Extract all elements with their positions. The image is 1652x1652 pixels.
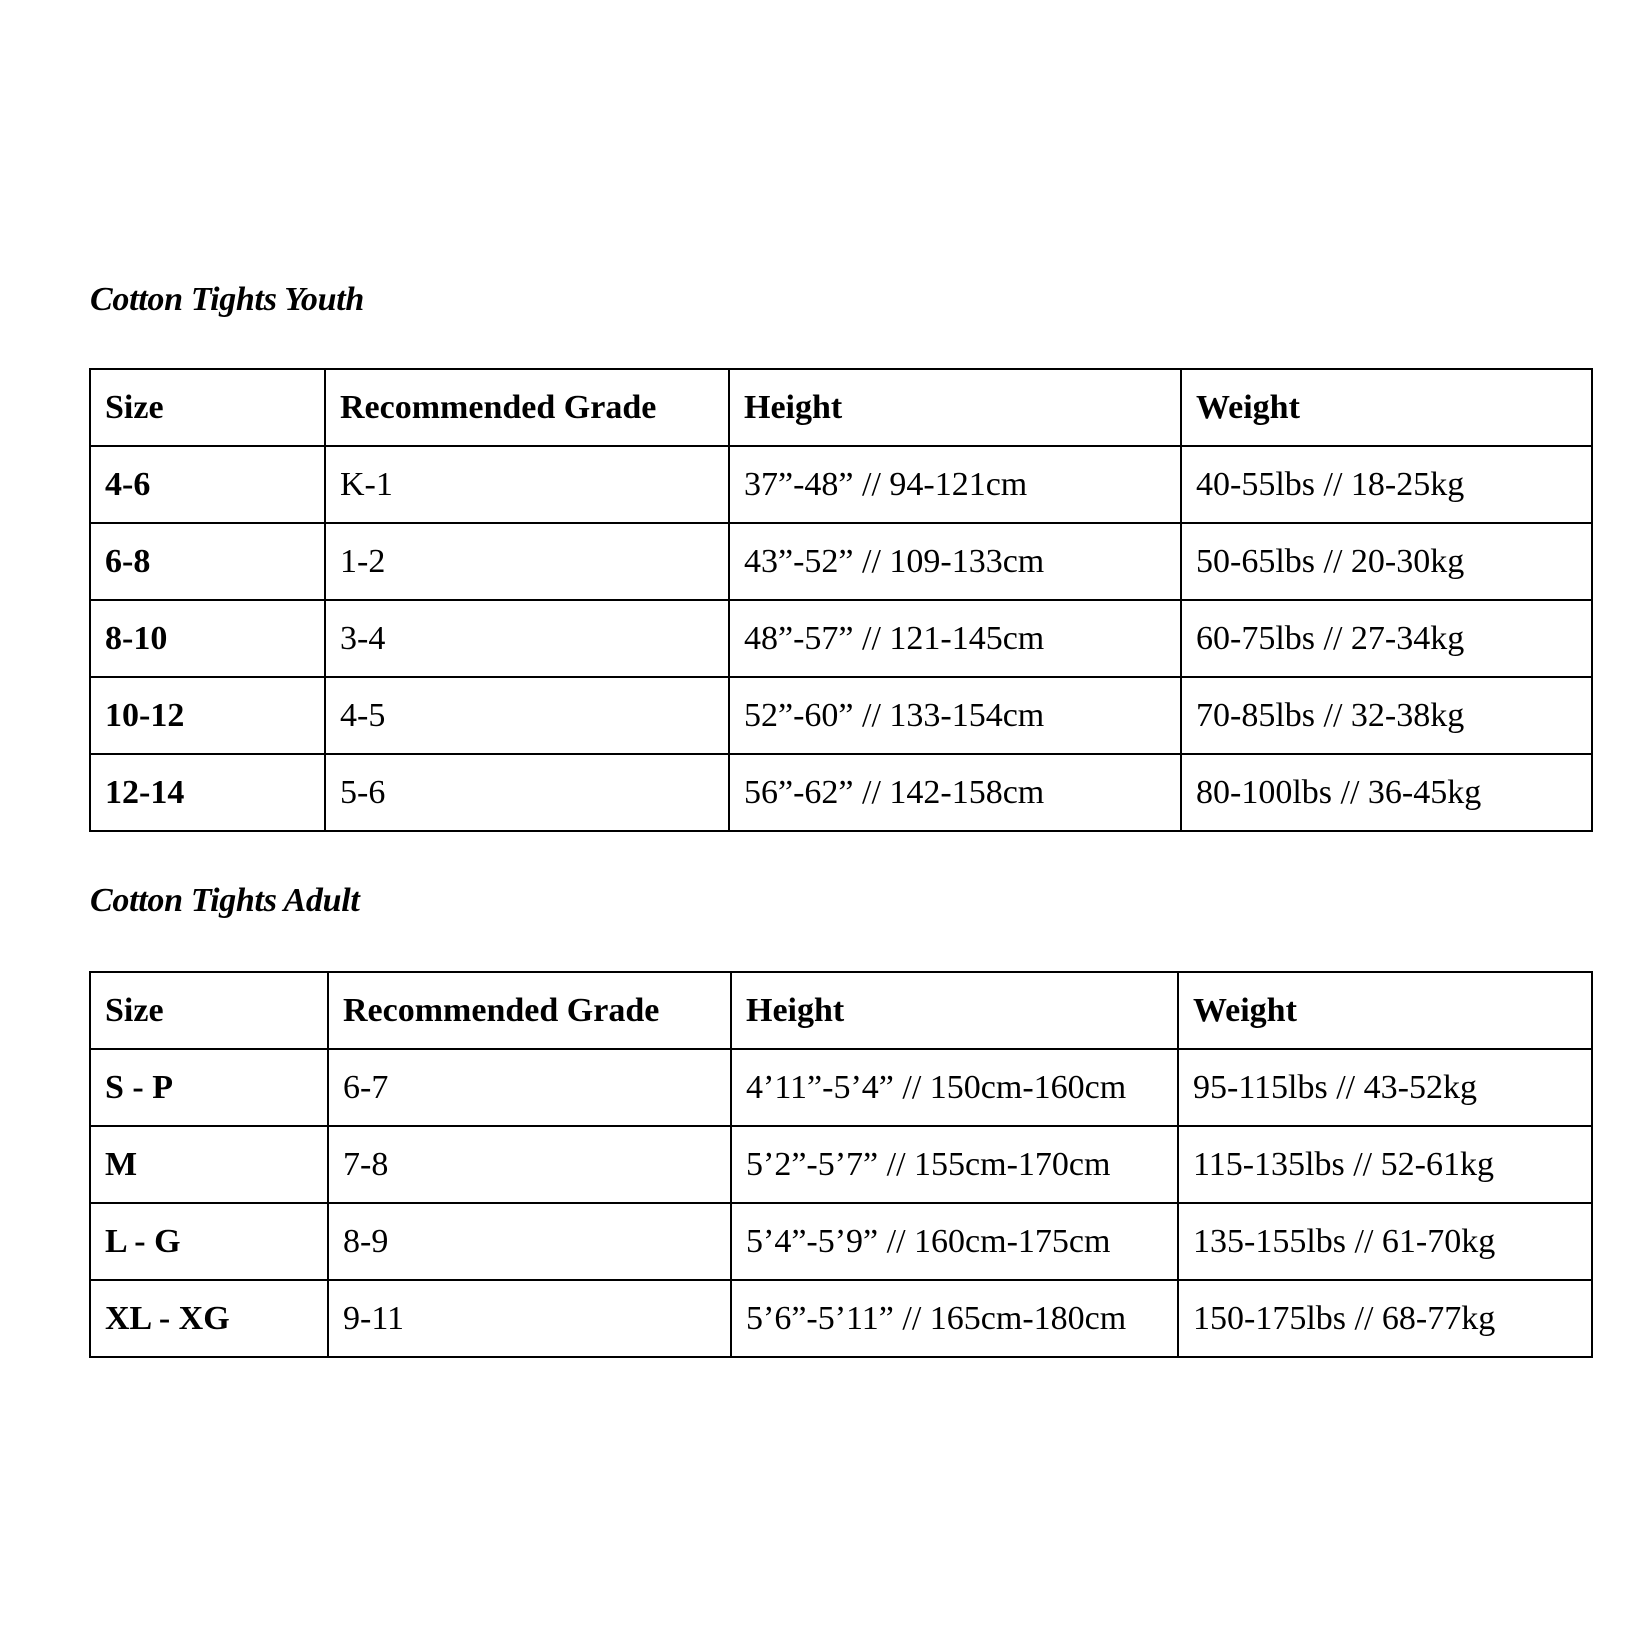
table-row <box>90 523 1592 600</box>
size-cell: 12-14 <box>90 754 325 831</box>
header-size: Size <box>90 972 328 1049</box>
height-cell: 5’4”-5’9” // 160cm-175cm <box>731 1203 1178 1280</box>
size-cell: 4-6 <box>90 446 325 523</box>
size-cell: XL - XG <box>90 1280 328 1357</box>
table-row <box>90 446 1592 523</box>
size-cell: 6-8 <box>90 523 325 600</box>
grade-cell: 1-2 <box>325 523 729 600</box>
table-row <box>90 677 1592 754</box>
table-header-row <box>90 369 1592 446</box>
size-cell: M <box>90 1126 328 1203</box>
weight-cell: 80-100lbs // 36-45kg <box>1181 754 1592 831</box>
header-recommended-grade: Recommended Grade <box>328 972 731 1049</box>
height-cell: 48”-57” // 121-145cm <box>729 600 1181 677</box>
weight-cell: 95-115lbs // 43-52kg <box>1178 1049 1592 1126</box>
grade-cell: 6-7 <box>328 1049 731 1126</box>
adult-size-table <box>89 971 1593 1358</box>
height-cell: 56”-62” // 142-158cm <box>729 754 1181 831</box>
size-cell: L - G <box>90 1203 328 1280</box>
header-recommended-grade: Recommended Grade <box>325 369 729 446</box>
weight-cell: 60-75lbs // 27-34kg <box>1181 600 1592 677</box>
table-row <box>90 1203 1592 1280</box>
header-size: Size <box>90 369 325 446</box>
grade-cell: 9-11 <box>328 1280 731 1357</box>
table-row <box>90 1126 1592 1203</box>
height-cell: 4’11”-5’4” // 150cm-160cm <box>731 1049 1178 1126</box>
height-cell: 37”-48” // 94-121cm <box>729 446 1181 523</box>
weight-cell: 135-155lbs // 61-70kg <box>1178 1203 1592 1280</box>
height-cell: 43”-52” // 109-133cm <box>729 523 1181 600</box>
youth-size-table <box>89 368 1593 832</box>
weight-cell: 40-55lbs // 18-25kg <box>1181 446 1592 523</box>
table-row <box>90 754 1592 831</box>
table-header-row <box>90 972 1592 1049</box>
table-row <box>90 1280 1592 1357</box>
grade-cell: 8-9 <box>328 1203 731 1280</box>
size-cell: 10-12 <box>90 677 325 754</box>
grade-cell: 7-8 <box>328 1126 731 1203</box>
grade-cell: 3-4 <box>325 600 729 677</box>
height-cell: 52”-60” // 133-154cm <box>729 677 1181 754</box>
height-cell: 5’6”-5’11” // 165cm-180cm <box>731 1280 1178 1357</box>
weight-cell: 115-135lbs // 52-61kg <box>1178 1126 1592 1203</box>
adult-table-title: Cotton Tights Adult <box>90 882 360 919</box>
grade-cell: K-1 <box>325 446 729 523</box>
size-cell: 8-10 <box>90 600 325 677</box>
height-cell: 5’2”-5’7” // 155cm-170cm <box>731 1126 1178 1203</box>
header-height: Height <box>729 369 1181 446</box>
header-weight: Weight <box>1181 369 1592 446</box>
weight-cell: 150-175lbs // 68-77kg <box>1178 1280 1592 1357</box>
table-row <box>90 600 1592 677</box>
youth-table-title: Cotton Tights Youth <box>90 281 364 318</box>
grade-cell: 4-5 <box>325 677 729 754</box>
table-row <box>90 1049 1592 1126</box>
header-weight: Weight <box>1178 972 1592 1049</box>
weight-cell: 50-65lbs // 20-30kg <box>1181 523 1592 600</box>
weight-cell: 70-85lbs // 32-38kg <box>1181 677 1592 754</box>
header-height: Height <box>731 972 1178 1049</box>
grade-cell: 5-6 <box>325 754 729 831</box>
size-cell: S - P <box>90 1049 328 1126</box>
